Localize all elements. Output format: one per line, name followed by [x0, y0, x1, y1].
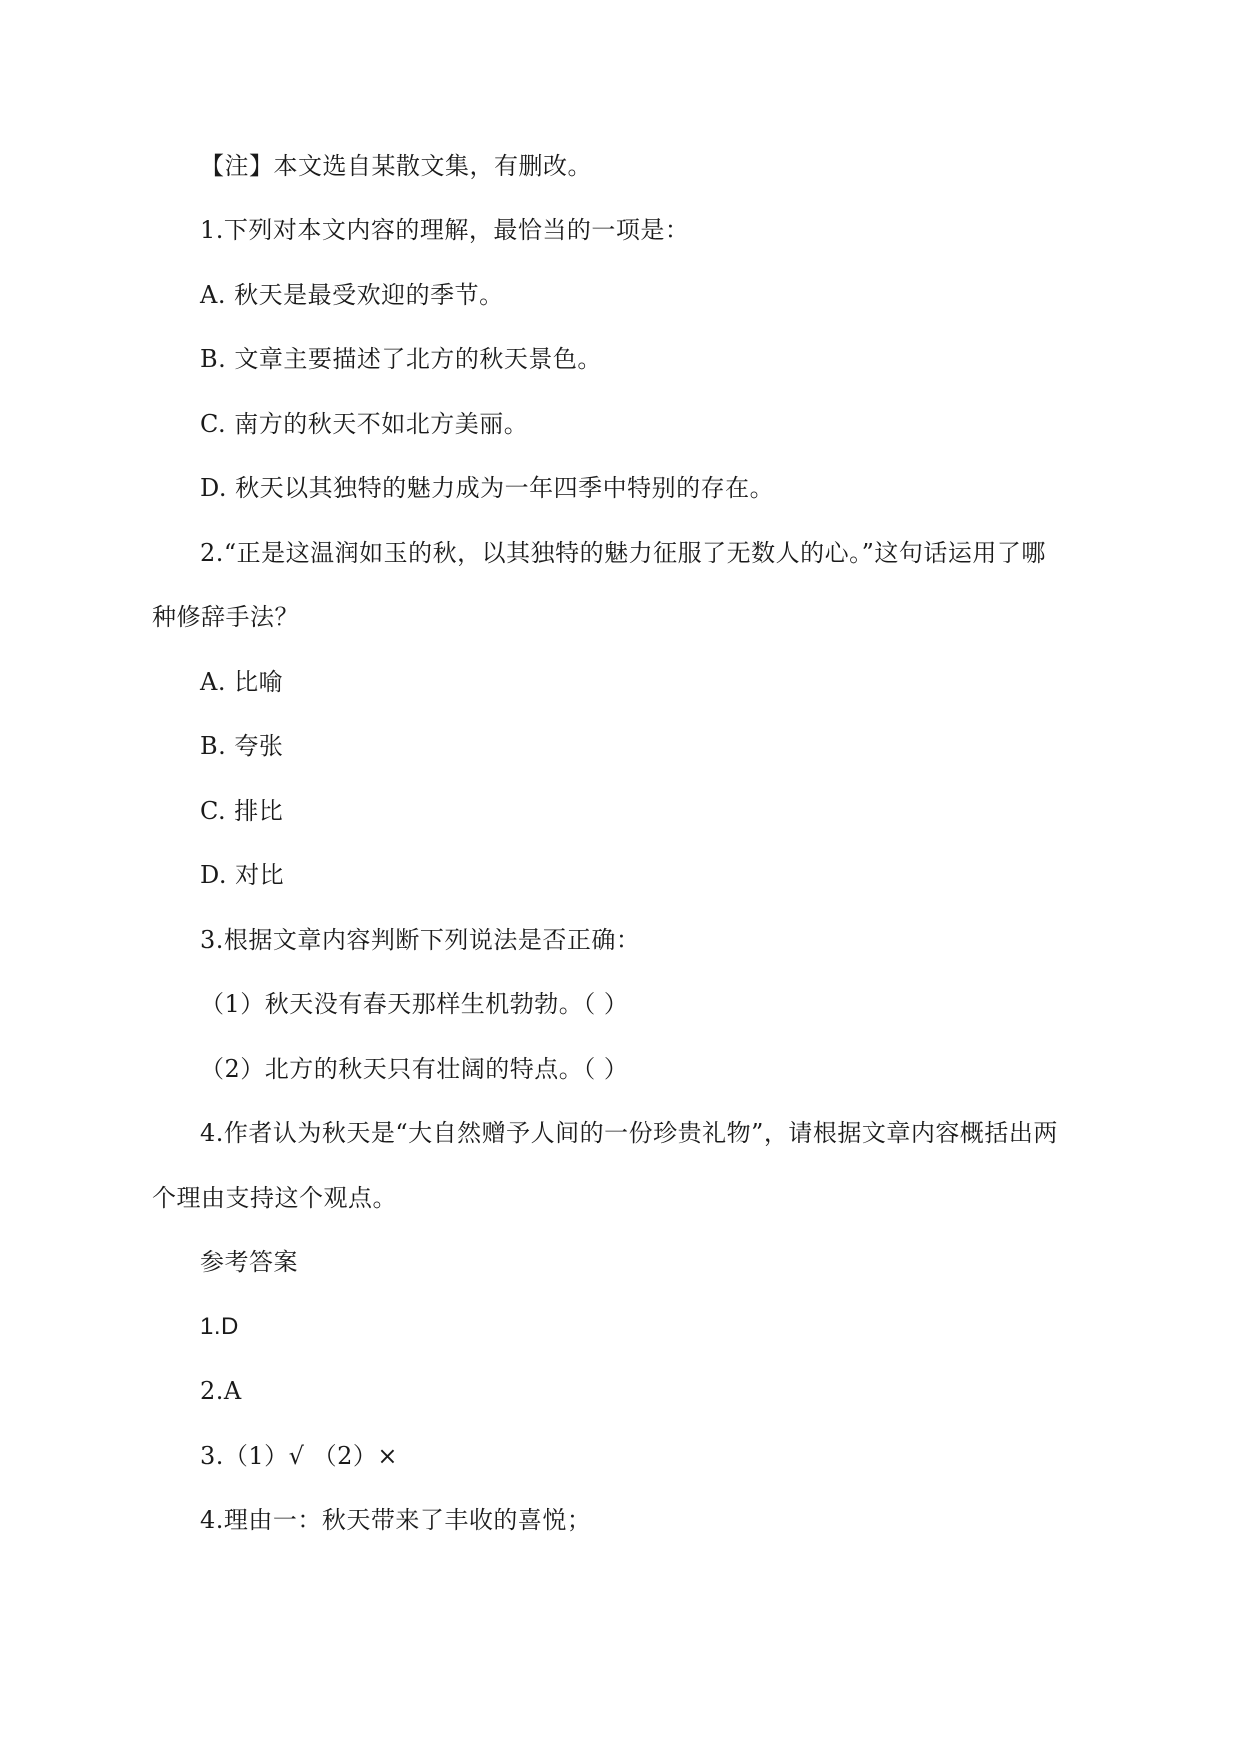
question-4-stem-line-2: 个理由支持这个观点。	[152, 1184, 397, 1212]
answer-1: 1.D	[200, 1313, 239, 1340]
question-3-item-2: （2）北方的秋天只有壮阔的特点。（ ）	[200, 1055, 629, 1083]
question-2-stem-line-1: 2.“正是这温润如玉的秋，以其独特的魅力征服了无数人的心。”这句话运用了哪	[200, 539, 1046, 567]
question-3-item-1: （1）秋天没有春天那样生机勃勃。（ ）	[200, 990, 629, 1018]
question-1-option-d: D. 秋天以其独特的魅力成为一年四季中特别的存在。	[200, 474, 775, 502]
question-1-option-b: B. 文章主要描述了北方的秋天景色。	[200, 345, 602, 373]
answer-4: 4.理由一：秋天带来了丰收的喜悦；	[200, 1506, 592, 1534]
question-2-option-d: D. 对比	[200, 861, 285, 889]
answer-3: 3.（1）√ （2）×	[200, 1442, 398, 1470]
question-1-stem: 1.下列对本文内容的理解，最恰当的一项是：	[200, 216, 690, 244]
question-2-option-a: A. 比喻	[200, 668, 284, 696]
question-2-option-c: C. 排比	[200, 797, 284, 825]
question-2-stem-line-2: 种修辞手法？	[152, 603, 299, 631]
question-1-option-a: A. 秋天是最受欢迎的季节。	[200, 281, 504, 309]
question-3-stem: 3.根据文章内容判断下列说法是否正确：	[200, 926, 641, 954]
answers-heading: 参考答案	[200, 1248, 298, 1276]
source-note: 【注】本文选自某散文集，有删改。	[200, 152, 592, 180]
question-1-option-c: C. 南方的秋天不如北方美丽。	[200, 410, 529, 438]
question-2-option-b: B. 夸张	[200, 732, 284, 760]
answer-2: 2.A	[200, 1377, 242, 1405]
question-4-stem-line-1: 4.作者认为秋天是“大自然赠予人间的一份珍贵礼物”，请根据文章内容概括出两	[200, 1119, 1058, 1147]
